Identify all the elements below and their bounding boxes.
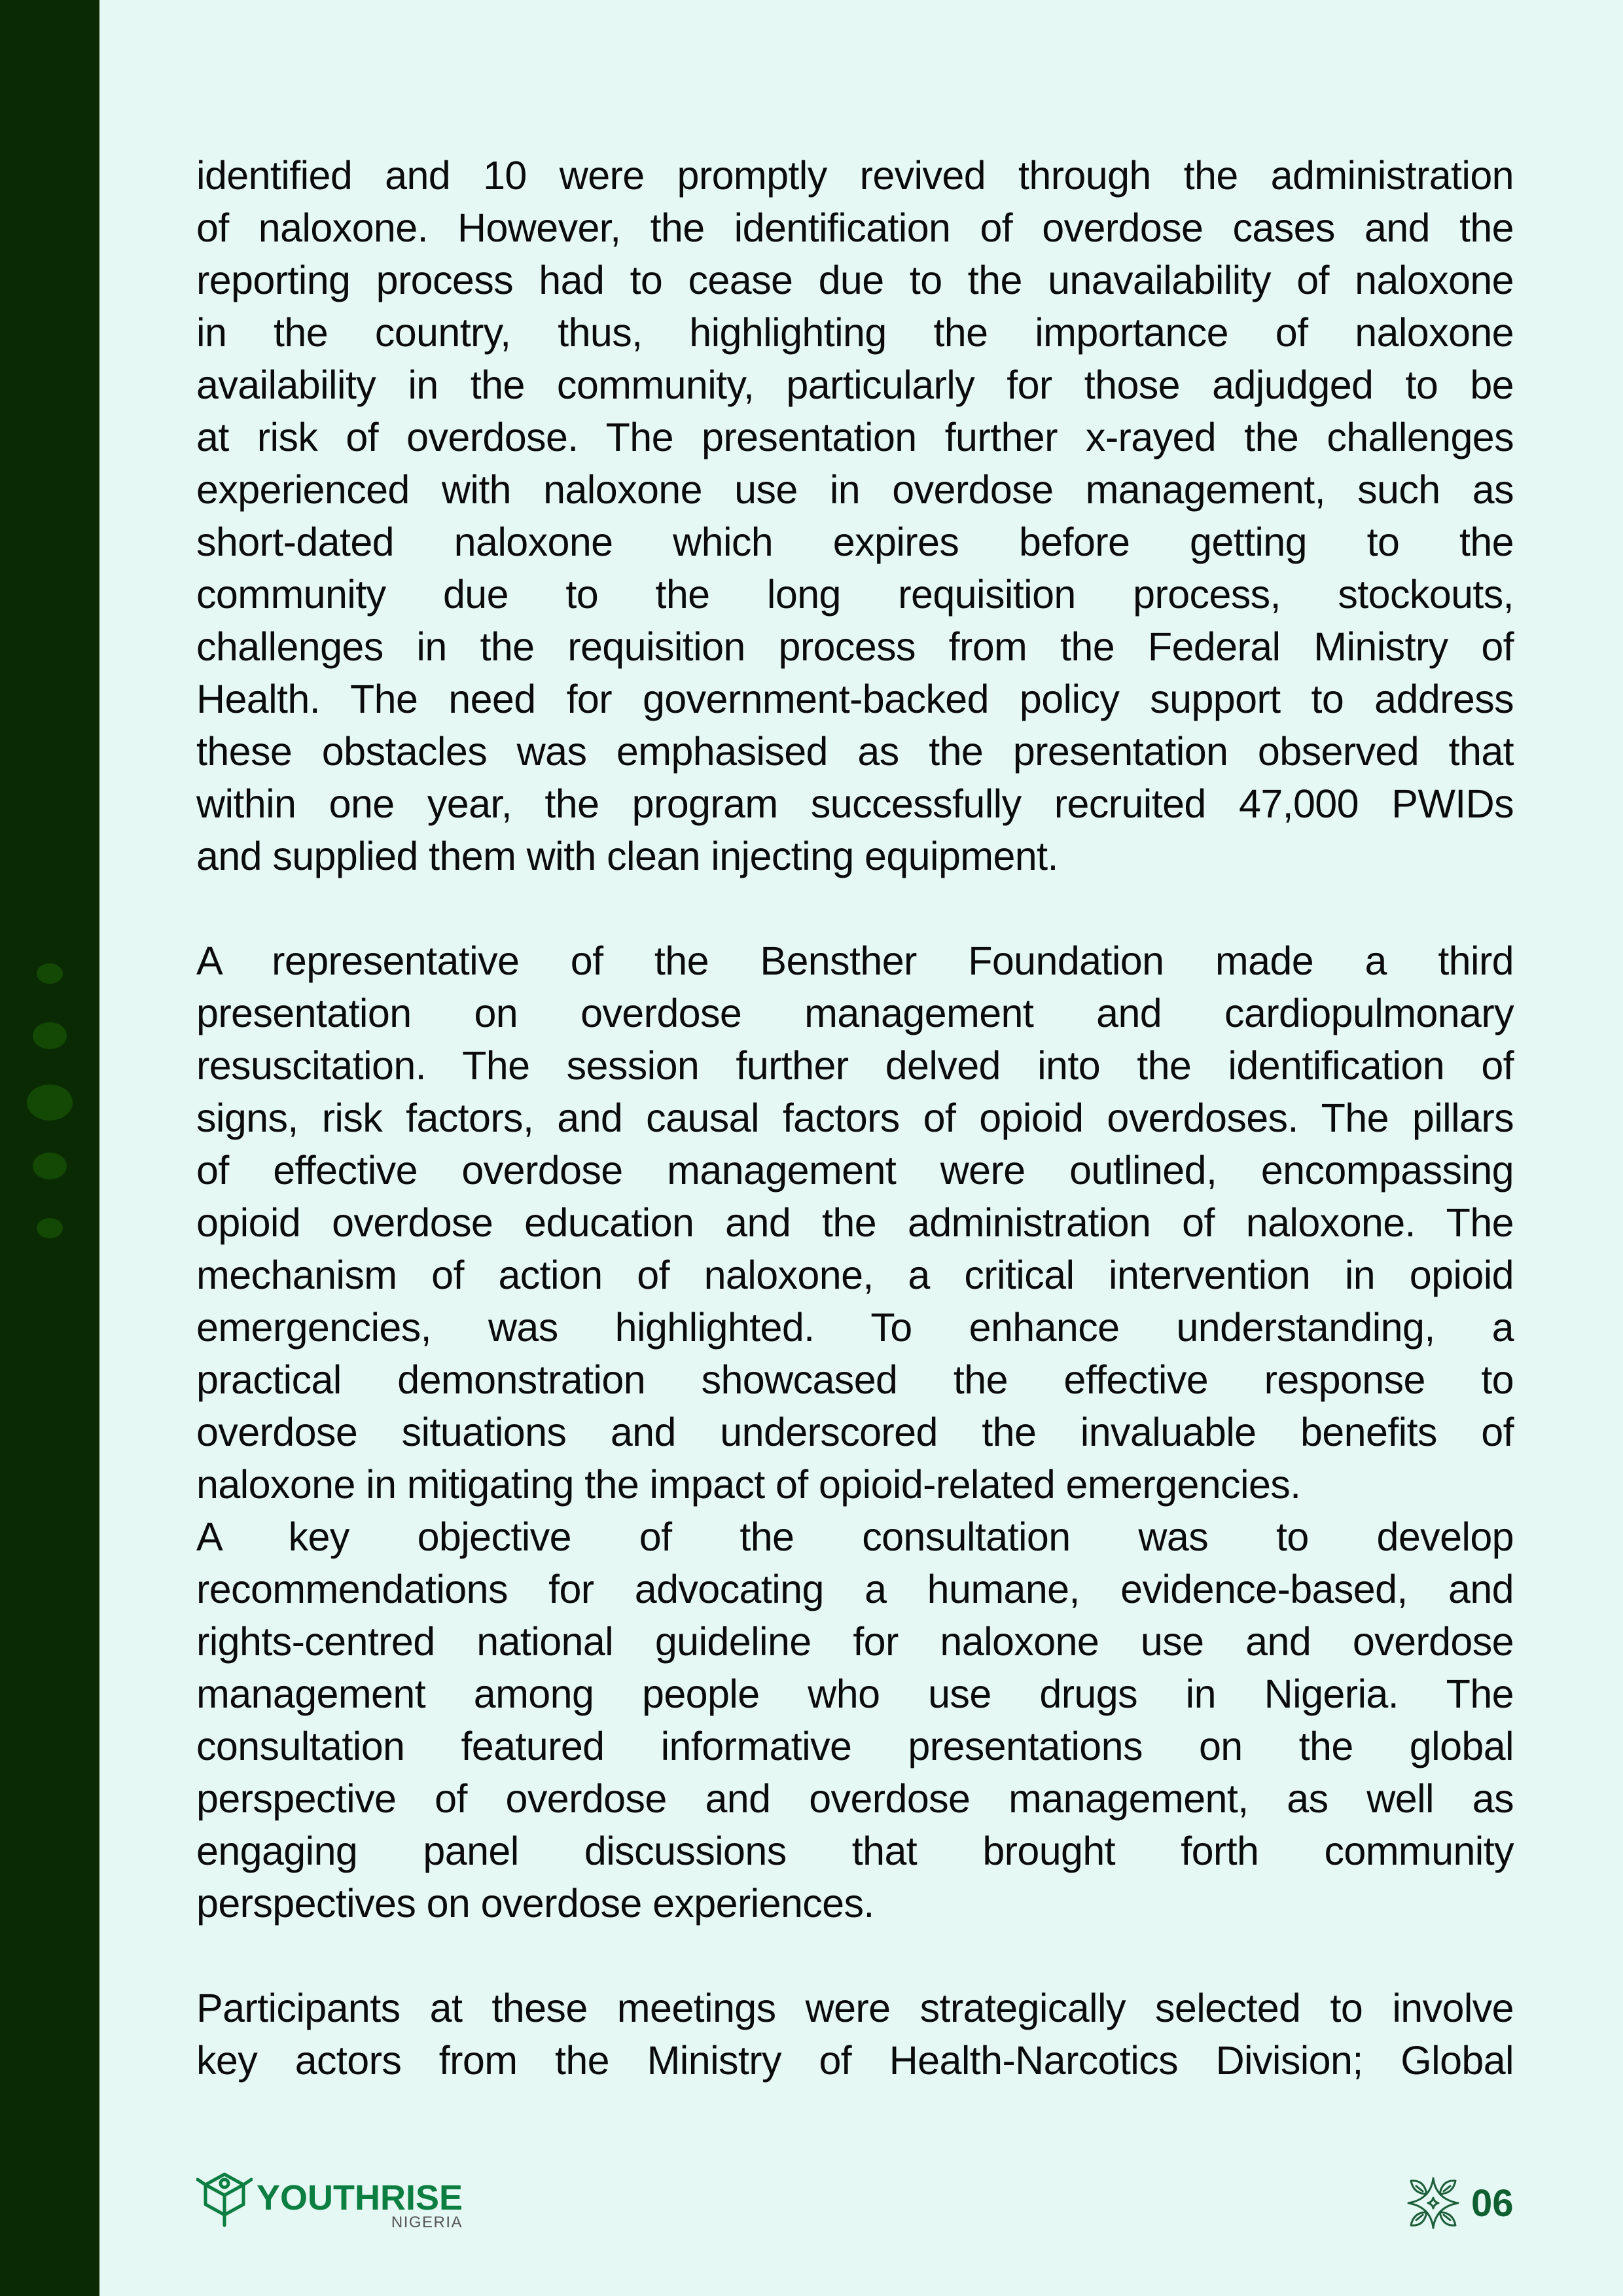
text-line: presentation on overdose management and cardiopulmonary — [196, 991, 1514, 1035]
paragraph-gap — [196, 882, 1514, 935]
text-line: management among people who use drugs in Nigeria. The — [196, 1672, 1514, 1716]
text-line: A key objective of the consultation was to develop — [196, 1515, 1514, 1559]
paragraph — [196, 1982, 1514, 2087]
text-line: these obstacles was emphasised as the presentation observed that — [196, 729, 1514, 774]
logo-subtitle: NIGERIA — [391, 2214, 463, 2231]
text-line: resuscitation. The session further delved into the identification of — [196, 1043, 1514, 1088]
text-line: Participants at these meetings were strategically selected to involve — [196, 1986, 1514, 2030]
text-line: Health. The need for government-backed policy support to address — [196, 677, 1514, 721]
text-line: and supplied them with clean injecting equipment. — [196, 834, 1058, 878]
paragraph — [196, 1511, 1514, 1929]
text-line: A representative of the Bensther Foundation made a third — [196, 939, 1514, 983]
decorative-dot — [27, 1085, 73, 1121]
text-line: in the country, thus, highlighting the importance of naloxone — [196, 310, 1514, 355]
text-line: identified and 10 were promptly revived through the administration — [196, 153, 1514, 198]
text-line: rights-centred national guideline for naloxone use and overdose — [196, 1619, 1514, 1664]
text-line: at risk of overdose. The presentation further x-rayed the challenges — [196, 415, 1514, 459]
youthrise-logo — [196, 2172, 463, 2231]
text-line: perspectives on overdose experiences. — [196, 1881, 874, 1926]
text-line: within one year, the program successfully recruited 47,000 PWIDs — [196, 781, 1514, 826]
text-line: of effective overdose management were outlined, encompassing — [196, 1148, 1514, 1193]
text-line: reporting process had to cease due to the unavailability of naloxone — [196, 258, 1514, 302]
text-line: experienced with naloxone use in overdose management, such as — [196, 467, 1514, 512]
paragraph-gap — [196, 1929, 1514, 1982]
text-line: recommendations for advocating a humane, evidence-based, and — [196, 1567, 1514, 1611]
decorative-dot — [37, 963, 63, 984]
text-line: mechanism of action of naloxone, a critical intervention in opioid — [196, 1253, 1514, 1297]
body-text — [196, 149, 1514, 2087]
decorative-dot — [33, 1153, 67, 1179]
decorative-dot — [37, 1218, 63, 1238]
sidebar-strip — [0, 0, 99, 2296]
paragraph — [196, 149, 1514, 882]
page-number-block — [1407, 2177, 1514, 2229]
text-line: community due to the long requisition process, stockouts, — [196, 572, 1514, 617]
youthrise-cube-logo-icon — [196, 2172, 253, 2228]
text-line: signs, risk factors, and causal factors of opioid overdoses. The pillars — [196, 1096, 1514, 1140]
leaf-star-ornament-icon — [1407, 2177, 1459, 2229]
text-line: consultation featured informative presentations on the global — [196, 1724, 1514, 1768]
decorative-dot — [33, 1022, 67, 1049]
text-line: engaging panel discussions that brought forth community — [196, 1829, 1514, 1873]
text-line: emergencies, was highlighted. To enhance understanding, a — [196, 1305, 1514, 1350]
text-line: opioid overdose education and the administration of naloxone. The — [196, 1200, 1514, 1245]
text-line: overdose situations and underscored the invaluable benefits of — [196, 1410, 1514, 1454]
text-line: perspective of overdose and overdose management, as well as — [196, 1776, 1514, 1821]
text-line: naloxone in mitigating the impact of opioid-related emergencies. — [196, 1462, 1301, 1507]
logo-name: YOUTHRISE — [257, 2178, 463, 2217]
text-line: of naloxone. However, the identification of overdose cases and the — [196, 206, 1514, 250]
paragraph — [196, 935, 1514, 1511]
text-line: challenges in the requisition process from the Federal Ministry of — [196, 624, 1514, 669]
text-line: short-dated naloxone which expires before getting to the — [196, 520, 1514, 564]
text-line: practical demonstration showcased the effective response to — [196, 1357, 1514, 1402]
page-number: 06 — [1471, 2181, 1514, 2225]
text-line: key actors from the Ministry of Health-Narcotics Division; Global — [196, 2038, 1514, 2083]
text-line: availability in the community, particularly for those adjudged to be — [196, 363, 1514, 407]
